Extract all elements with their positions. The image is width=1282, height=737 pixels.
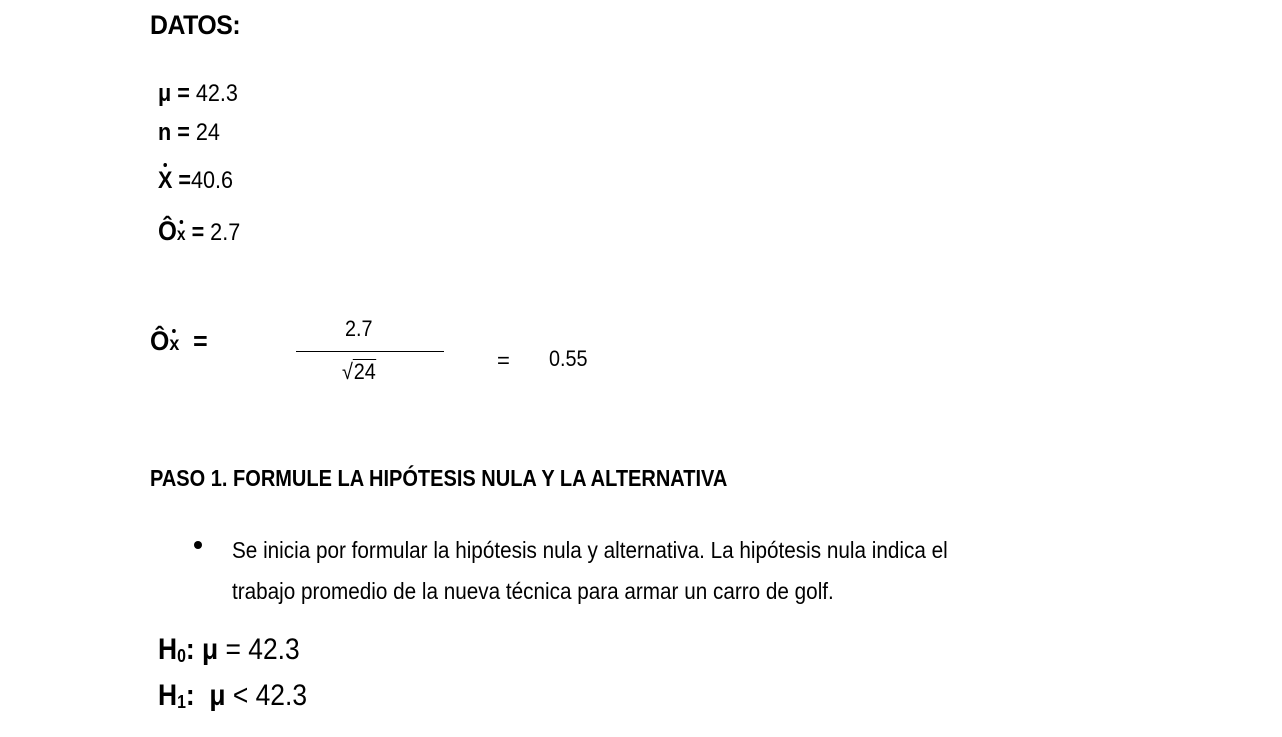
formula-label-equals: = bbox=[193, 326, 208, 356]
n-equals: = bbox=[177, 119, 190, 146]
section-title: DATOS: bbox=[150, 10, 241, 40]
h1-name bbox=[158, 679, 195, 712]
h0-name bbox=[158, 633, 195, 666]
h0-operator: = bbox=[225, 633, 241, 666]
bullet-text bbox=[232, 530, 1123, 612]
h1-value: 42.3 bbox=[255, 679, 308, 712]
xbar-value: 40.6 bbox=[191, 167, 234, 194]
h1-letter: H bbox=[158, 679, 178, 712]
n-symbol: n bbox=[158, 119, 172, 146]
h0-mu: μ bbox=[202, 633, 219, 666]
h1-mu: μ bbox=[209, 679, 226, 712]
data-line-n bbox=[158, 119, 220, 147]
sigma-equals: = bbox=[191, 219, 205, 246]
sigma-subscript: x bbox=[176, 224, 186, 244]
bullet-text-line: Se inicia por formular la hipótesis nula y alternativa. La hipótesis nula indica el bbox=[232, 537, 948, 563]
data-line-xbar bbox=[158, 167, 233, 195]
h1-colon: : bbox=[185, 679, 195, 712]
xbar-equals: = bbox=[178, 167, 192, 194]
h1-subscript: 1 bbox=[177, 692, 186, 712]
h0-subscript: 0 bbox=[177, 646, 186, 666]
sigma-value: 2.7 bbox=[210, 219, 241, 246]
formula-result: 0.55 bbox=[549, 346, 588, 371]
data-line-sigma bbox=[158, 216, 240, 247]
sqrt-icon: √ bbox=[342, 359, 353, 384]
h0-letter: H bbox=[158, 633, 178, 666]
h1-operator: < bbox=[232, 679, 249, 712]
bullet-text-line: trabajo promedio de la nueva técnica para armar un carro de golf. bbox=[232, 578, 834, 604]
hypothesis-alternative bbox=[158, 679, 307, 713]
fraction-bar bbox=[296, 351, 444, 352]
radicand: 24 bbox=[353, 359, 376, 384]
mu-value: 42.3 bbox=[195, 80, 238, 107]
mu-equals: = bbox=[177, 80, 190, 107]
n-value: 24 bbox=[195, 119, 220, 146]
sigma-symbol: Ô bbox=[158, 216, 177, 246]
mu-symbol: μ bbox=[158, 80, 172, 107]
formula-sigma-subscript: x bbox=[169, 333, 180, 355]
hypothesis-null bbox=[158, 633, 300, 667]
formula-label bbox=[150, 326, 208, 357]
fraction-numerator: 2.7 bbox=[345, 316, 373, 341]
h0-value: 42.3 bbox=[248, 633, 300, 666]
formula-equals: = bbox=[497, 348, 510, 373]
formula-sigma-symbol: Ô bbox=[150, 326, 170, 356]
bullet-icon bbox=[194, 541, 202, 549]
fraction-denominator bbox=[342, 359, 376, 385]
xbar-symbol: X bbox=[158, 167, 173, 194]
step-heading: PASO 1. FORMULE LA HIPÓTESIS NULA Y LA ALTERNATIVA bbox=[150, 465, 728, 491]
data-line-mu bbox=[158, 80, 238, 108]
h0-colon: : bbox=[185, 633, 195, 666]
